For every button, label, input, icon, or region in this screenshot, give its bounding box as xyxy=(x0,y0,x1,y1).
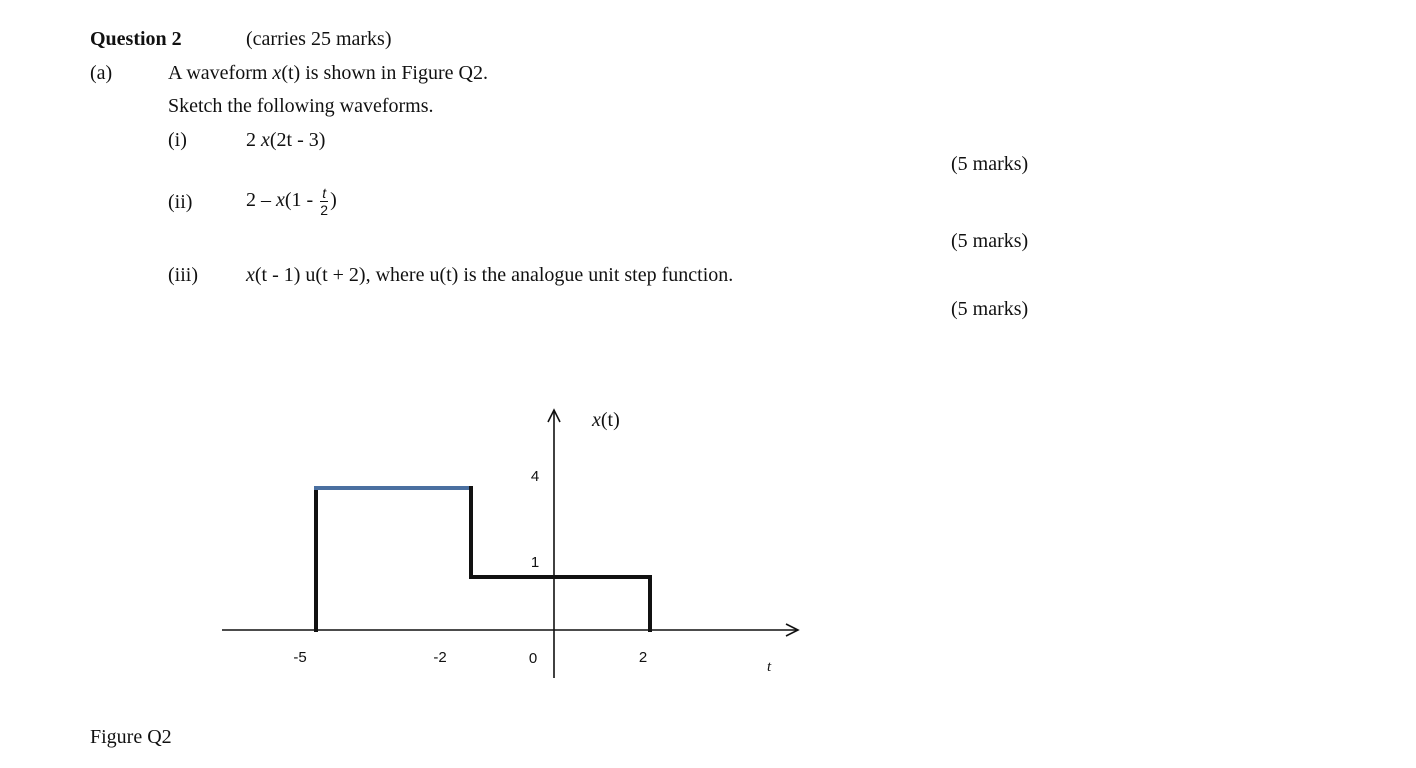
x-axis-label: t xyxy=(767,659,772,675)
subpart-i-expr-post: (2t - 3) xyxy=(269,129,326,151)
y-tick-label: 1 xyxy=(530,554,540,571)
x-tick-label: -2 xyxy=(433,649,447,666)
part-a-intro-post: (t) is shown in Figure Q2. xyxy=(281,62,488,84)
subpart-iii-label: (iii) xyxy=(168,264,198,286)
question-marks-note: (carries 25 marks) xyxy=(246,28,392,50)
subpart-ii-marks: (5 marks) xyxy=(951,230,1029,252)
subpart-i-marks: (5 marks) xyxy=(951,153,1029,175)
subpart-iii-expr-fn: x xyxy=(246,264,255,286)
subpart-ii-label: (ii) xyxy=(168,191,193,213)
y-tick-label: 4 xyxy=(530,468,540,485)
subpart-i-expr-fn: x xyxy=(261,129,270,151)
part-a-instruction: Sketch the following waveforms. xyxy=(168,95,434,117)
fraction-numerator: t xyxy=(322,184,327,201)
subpart-ii-expr-fn: x xyxy=(276,189,285,211)
subpart-ii-expr-pre: 2 – xyxy=(246,189,276,211)
fraction-denominator: 2 xyxy=(320,201,329,218)
question-heading: Question 2 xyxy=(90,28,182,50)
origin-label: 0 xyxy=(528,650,538,667)
x-tick-label: 2 xyxy=(638,649,648,666)
subpart-i-label: (i) xyxy=(168,129,187,151)
subpart-ii-expr-post: (1 - xyxy=(284,189,319,211)
subpart-ii-expr-close: ) xyxy=(330,189,337,211)
waveform-segments xyxy=(316,488,650,630)
part-a-intro-fn: x xyxy=(272,62,282,84)
subpart-iii-expr-post: (t - 1) u(t + 2), where u(t) is the analogue unit step function. xyxy=(254,264,734,286)
x-tick-label: -5 xyxy=(293,649,307,666)
y-axis-label: x(t) xyxy=(592,409,620,431)
figure-caption: Figure Q2 xyxy=(90,726,172,748)
subpart-i-expr-pre: 2 xyxy=(246,129,261,151)
part-a-intro-pre: A waveform xyxy=(168,62,273,84)
part-a-label: (a) xyxy=(90,62,113,84)
subpart-iii-marks: (5 marks) xyxy=(951,298,1029,320)
